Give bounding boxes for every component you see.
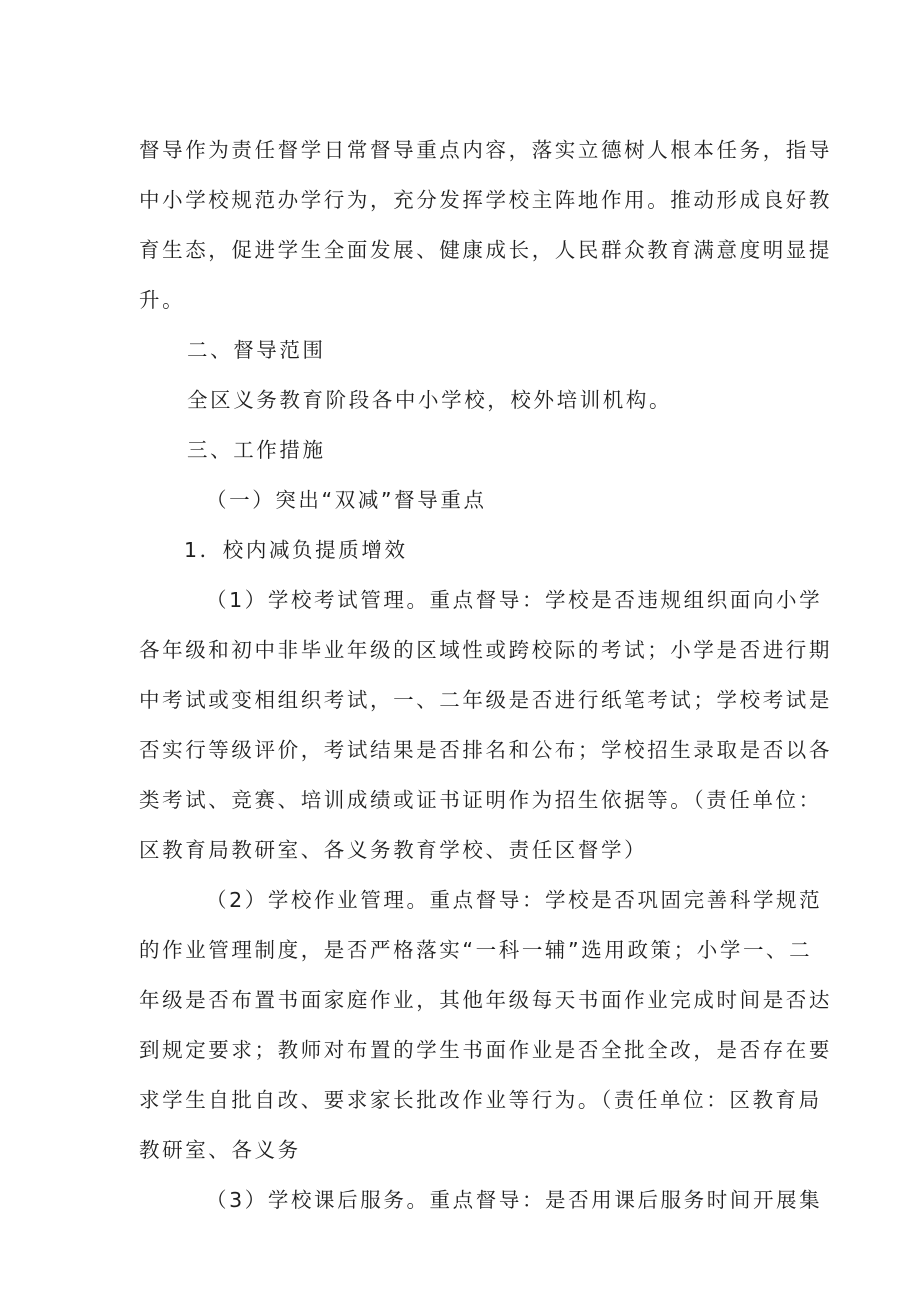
paragraph-line: 否实行等级评价，考试结果是否排名和公布；学校招生录取是否以各 — [139, 738, 832, 762]
paragraph-line: 督导作为责任督学日常督导重点内容，落实立德树人根本任务，指导 — [139, 138, 832, 162]
paragraph-line: （2）学校作业管理。重点督导：学校是否巩固完善科学规范 — [206, 888, 823, 912]
paragraph-line: 类考试、竞赛、培训成绩或证书证明作为招生依据等。（责任单位： — [139, 788, 822, 812]
paragraph-line: 中考试或变相组织考试，一、二年级是否进行纸笔考试；学校考试是 — [139, 688, 832, 712]
section-heading: 三、工作措施 — [187, 438, 326, 462]
paragraph-line: 求学生自批自改、要求家长批改作业等行为。（责任单位：区教育局 — [139, 1088, 822, 1112]
paragraph-line: 全区义务教育阶段各中小学校，校外培训机构。 — [187, 388, 673, 412]
paragraph-line: 到规定要求；教师对布置的学生书面作业是否全批全改，是否存在要 — [139, 1038, 832, 1062]
paragraph-line: 中小学校规范办学行为，充分发挥学校主阵地作用。推动形成良好教 — [139, 188, 832, 212]
paragraph-line: 各年级和初中非毕业年级的区域性或跨校际的考试；小学是否进行期 — [139, 638, 832, 662]
paragraph-line: 升。 — [139, 288, 186, 312]
paragraph-line: 育生态，促进学生全面发展、健康成长，人民群众教育满意度明显提 — [139, 238, 832, 262]
subsection-heading: 1．校内减负提质增效 — [184, 538, 408, 562]
paragraph-line: 的作业管理制度，是否严格落实“一科一辅”选用政策；小学一、二 — [139, 938, 813, 962]
paragraph-line: （1）学校考试管理。重点督导：学校是否违规组织面向小学 — [206, 588, 823, 612]
paragraph-line: 教研室、各义务 — [139, 1138, 301, 1162]
paragraph-line: 年级是否布置书面家庭作业，其他年级每天书面作业完成时间是否达 — [139, 988, 832, 1012]
paragraph-line: （3）学校课后服务。重点督导：是否用课后服务时间开展集 — [206, 1188, 823, 1212]
subsection-heading: （一）突出“双减”督导重点 — [206, 488, 487, 512]
paragraph-line: 区教育局教研室、各义务教育学校、责任区督学） — [139, 838, 648, 862]
section-heading: 二、督导范围 — [187, 338, 326, 362]
